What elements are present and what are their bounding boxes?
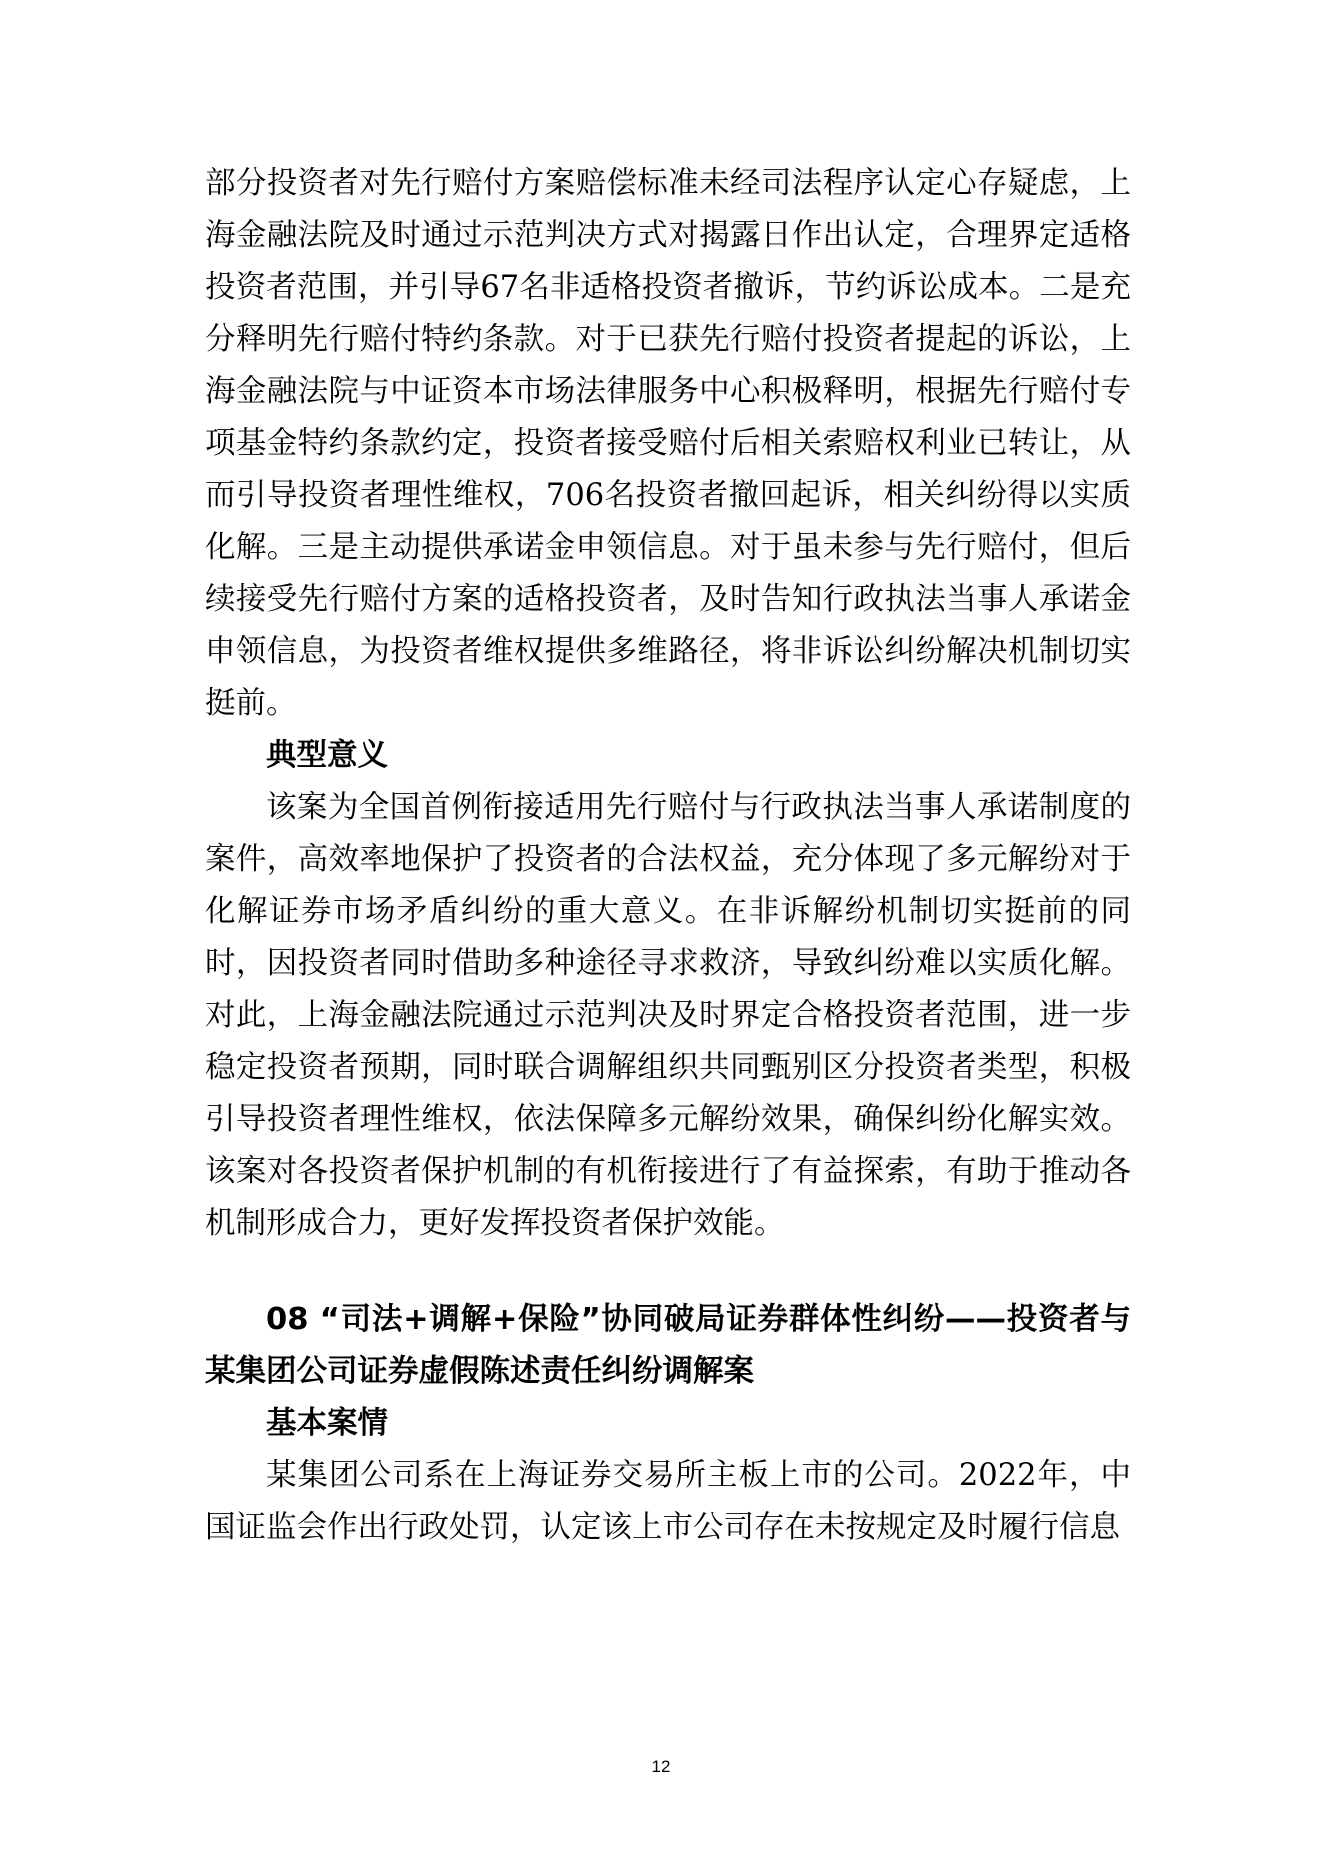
section-heading-significance: 典型意义 xyxy=(266,738,388,773)
case-title: 08 “司法+调解+保险”协同破局证券群体性纠纷——投资者与某集团公司证券虚假陈述责任纠纷调解案 xyxy=(205,1302,1131,1389)
paragraph-continuation: 部分投资者对先行赔付方案赔偿标准未经司法程序认定心存疑虑，上海金融法院及时通过示范判决方式对揭露日作出认定，合理界定适格投资者范围，并引导67名非适格投资者撤诉，节约诉讼成本。二是充分释明先行赔付特约条款。对于已获先行赔付投资者提起的诉讼，上海金融法院与中证资本市场法律服务中心积极释明，根据先行赔付专项基金特约条款约定，投资者接受赔付后相关索赔权利业已转让，从而引导投资者理性维权，706名投资者撤回起诉，相关纠纷得以实质化解。三是主动提供承诺金申领信息。对于虽未参与先行赔付，但后续接受先行赔付方案的适格投资者，及时告知行政执法当事人承诺金申领信息，为投资者维权提供多维路径，将非诉讼纠纷解决机制切实挺前。 xyxy=(205,166,1131,721)
page-number: 12 xyxy=(651,1757,671,1776)
paragraph-significance: 该案为全国首例衔接适用先行赔付与行政执法当事人承诺制度的案件，高效率地保护了投资者的合法权益，充分体现了多元解纷对于化解证券市场矛盾纠纷的重大意义。在非诉解纷机制切实挺前的同时，因投资者同时借助多种途径寻求救济，导致纠纷难以实质化解。对此，上海金融法院通过示范判决及时界定合格投资者范围，进一步稳定投资者预期，同时联合调解组织共同甄别区分投资者类型，积极引导投资者理性维权，依法保障多元解纷效果，确保纠纷化解实效。该案对各投资者保护机制的有机衔接进行了有益探索，有助于推动各机制形成合力，更好发挥投资者保护效能。 xyxy=(205,790,1131,1241)
paragraph-basic-facts: 某集团公司系在上海证券交易所主板上市的公司。2022年，中国证监会作出行政处罚，认定该上市公司存在未按规定及时履行信息 xyxy=(205,1458,1131,1545)
section-heading-basic-facts: 基本案情 xyxy=(266,1406,388,1441)
document-body xyxy=(205,158,1131,1554)
